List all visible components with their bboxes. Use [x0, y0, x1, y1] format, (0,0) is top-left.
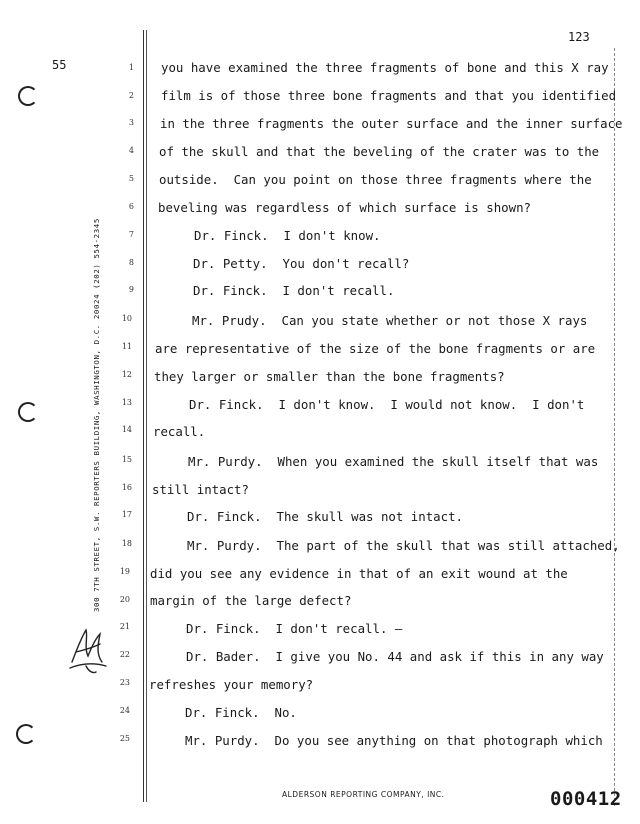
- reporting-company-footer: ALDERSON REPORTING COMPANY, INC.: [282, 790, 445, 799]
- line-number: 11: [121, 342, 132, 351]
- bates-number: 000412: [550, 788, 622, 810]
- line-number: 21: [119, 622, 130, 631]
- transcript-line: Dr. Finck. I don't recall.: [193, 283, 395, 298]
- transcript-line: did you see any evidence in that of an exit wound at the: [150, 566, 568, 581]
- line-number: 10: [121, 314, 132, 323]
- line-number: 8: [128, 258, 134, 267]
- transcript-line: you have examined the three fragments of bone and this X ray: [161, 60, 609, 75]
- transcript-line: Mr. Prudy. Can you state whether or not those X rays: [192, 313, 588, 328]
- line-number: 20: [119, 595, 130, 604]
- line-number: 9: [128, 285, 134, 294]
- right-margin-rule: [614, 48, 615, 806]
- reporter-address-vertical: 300 7TH STREET, S.W. REPORTERS BUILDING, WASHINGTON, D.C. 20024 (202) 554-2345: [92, 218, 101, 612]
- line-number: 16: [121, 483, 132, 492]
- transcript-line: margin of the large defect?: [150, 593, 352, 608]
- transcript-line: of the skull and that the beveling of the crater was to the: [159, 144, 600, 159]
- transcript-line: Dr. Bader. I give you No. 44 and ask if this in any way: [186, 649, 604, 664]
- line-number: 13: [121, 398, 132, 407]
- line-number: 14: [121, 425, 132, 434]
- line-number: 15: [121, 455, 132, 464]
- punch-hole-bottom: [16, 724, 36, 744]
- transcript-line: Dr. Finck. The skull was not intact.: [187, 509, 464, 524]
- punch-hole-top: [18, 86, 38, 106]
- transcript-line: Mr. Purdy. When you examined the skull itself that was: [188, 454, 599, 469]
- line-number: 22: [119, 650, 130, 659]
- line-number: 18: [121, 539, 132, 548]
- transcript-line: still intact?: [152, 482, 249, 497]
- transcript-line: film is of those three bone fragments and that you identified: [161, 88, 617, 103]
- line-number: 2: [128, 91, 134, 100]
- transcript-line: they larger or smaller than the bone fragments?: [154, 369, 505, 384]
- transcript-line: recall.: [153, 424, 206, 439]
- line-number: 6: [128, 202, 134, 211]
- margin-rule-inner: [146, 30, 147, 802]
- transcript-line: outside. Can you point on those three fragments where the: [159, 172, 592, 187]
- line-number: 1: [128, 63, 134, 72]
- transcript-line: Dr. Finck. I don't know.: [194, 228, 381, 243]
- line-number: 4: [128, 146, 134, 155]
- handwritten-signature: [66, 622, 114, 678]
- margin-number: 55: [52, 58, 67, 72]
- line-number: 7: [128, 230, 134, 239]
- transcript-line: Dr. Finck. I don't know. I would not know. I don't: [189, 397, 585, 412]
- line-number: 12: [121, 370, 132, 379]
- margin-rule: [143, 30, 144, 802]
- line-number: 23: [119, 678, 130, 687]
- transcript-line: Dr. Finck. I don't recall. —: [186, 621, 403, 636]
- line-number: 25: [119, 734, 130, 743]
- line-number: 17: [121, 510, 132, 519]
- line-number: 24: [119, 706, 130, 715]
- transcript-line: in the three fragments the outer surface and the inner surface: [160, 116, 623, 131]
- line-number: 19: [119, 567, 130, 576]
- transcript-line: are representative of the size of the bone fragments or are: [155, 341, 596, 356]
- transcript-line: Mr. Purdy. Do you see anything on that photograph which: [185, 733, 603, 748]
- transcript-line: refreshes your memory?: [149, 677, 314, 692]
- transcript-line: Dr. Petty. You don't recall?: [193, 256, 410, 271]
- transcript-line: Dr. Finck. No.: [185, 705, 297, 720]
- punch-hole-middle: [18, 402, 38, 422]
- line-number: 3: [128, 118, 134, 127]
- transcript-line: Mr. Purdy. The part of the skull that was still attached,: [187, 538, 620, 553]
- page-number: 123: [568, 30, 590, 44]
- transcript-line: beveling was regardless of which surface is shown?: [158, 200, 531, 215]
- line-number: 5: [128, 174, 134, 183]
